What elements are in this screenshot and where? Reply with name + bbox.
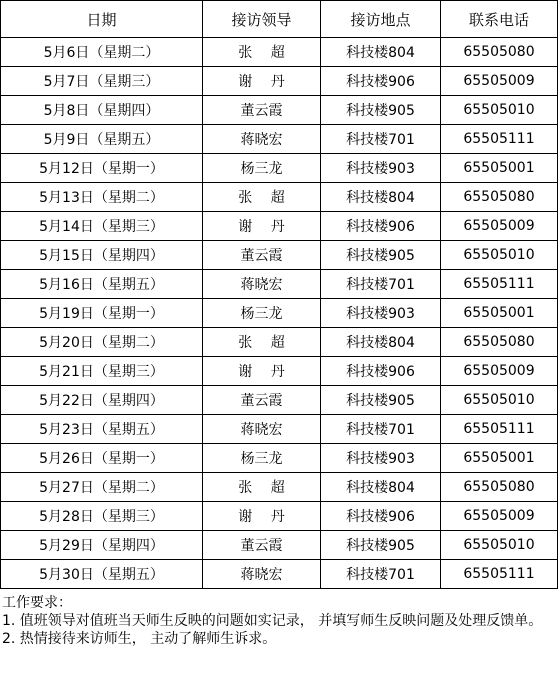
cell-location: 科技楼804 <box>321 328 441 357</box>
cell-leader: 蒋晓宏 <box>203 125 321 154</box>
table-header-row <box>1 1 558 38</box>
cell-location: 科技楼701 <box>321 125 441 154</box>
table-row <box>1 212 558 241</box>
cell-location: 科技楼906 <box>321 212 441 241</box>
cell-leader: 杨三龙 <box>203 299 321 328</box>
table-row <box>1 560 558 589</box>
table-row <box>1 38 558 67</box>
cell-phone: 65505111 <box>441 125 558 154</box>
cell-leader: 谢 丹 <box>203 67 321 96</box>
cell-leader: 董云霞 <box>203 96 321 125</box>
cell-date: 5月6日（星期二） <box>1 38 203 67</box>
cell-phone: 65505009 <box>441 212 558 241</box>
cell-location: 科技楼804 <box>321 38 441 67</box>
cell-leader: 蒋晓宏 <box>203 270 321 299</box>
cell-date: 5月9日（星期五） <box>1 125 203 154</box>
table-row <box>1 299 558 328</box>
cell-leader: 董云霞 <box>203 386 321 415</box>
table-row <box>1 241 558 270</box>
cell-leader: 张 超 <box>203 328 321 357</box>
cell-location: 科技楼906 <box>321 502 441 531</box>
cell-phone: 65505111 <box>441 415 558 444</box>
cell-phone: 65505010 <box>441 241 558 270</box>
cell-location: 科技楼905 <box>321 241 441 270</box>
cell-phone: 65505001 <box>441 299 558 328</box>
cell-date: 5月29日（星期四） <box>1 531 203 560</box>
cell-phone: 65505010 <box>441 386 558 415</box>
cell-location: 科技楼905 <box>321 386 441 415</box>
cell-location: 科技楼906 <box>321 67 441 96</box>
cell-date: 5月22日（星期四） <box>1 386 203 415</box>
cell-leader: 谢 丹 <box>203 357 321 386</box>
header-location: 接访地点 <box>321 1 441 38</box>
cell-phone: 65505009 <box>441 357 558 386</box>
header-leader: 接访领导 <box>203 1 321 38</box>
cell-leader: 张 超 <box>203 473 321 502</box>
cell-phone: 65505009 <box>441 502 558 531</box>
cell-date: 5月30日（星期五） <box>1 560 203 589</box>
table-row <box>1 531 558 560</box>
header-date: 日期 <box>1 1 203 38</box>
cell-date: 5月14日（星期三） <box>1 212 203 241</box>
cell-date: 5月21日（星期三） <box>1 357 203 386</box>
cell-date: 5月7日（星期三） <box>1 67 203 96</box>
table-row <box>1 502 558 531</box>
cell-location: 科技楼905 <box>321 531 441 560</box>
cell-date: 5月12日（星期一） <box>1 154 203 183</box>
cell-phone: 65505009 <box>441 67 558 96</box>
cell-date: 5月20日（星期二） <box>1 328 203 357</box>
table-row <box>1 328 558 357</box>
cell-date: 5月15日（星期四） <box>1 241 203 270</box>
cell-phone: 65505001 <box>441 444 558 473</box>
table-row <box>1 386 558 415</box>
cell-date: 5月27日（星期二） <box>1 473 203 502</box>
notes-item-2: 2. 热情接待来访师生， 主动了解师生诉求。 <box>2 631 277 647</box>
cell-date: 5月23日（星期五） <box>1 415 203 444</box>
cell-location: 科技楼701 <box>321 560 441 589</box>
cell-leader: 谢 丹 <box>203 212 321 241</box>
table-row <box>1 357 558 386</box>
cell-location: 科技楼804 <box>321 473 441 502</box>
cell-location: 科技楼903 <box>321 299 441 328</box>
cell-leader: 蒋晓宏 <box>203 560 321 589</box>
cell-location: 科技楼804 <box>321 183 441 212</box>
cell-phone: 65505080 <box>441 183 558 212</box>
table-row <box>1 67 558 96</box>
table-row <box>1 96 558 125</box>
cell-phone: 65505001 <box>441 154 558 183</box>
work-requirements <box>2 594 554 648</box>
cell-date: 5月28日（星期三） <box>1 502 203 531</box>
cell-phone: 65505111 <box>441 270 558 299</box>
cell-leader: 董云霞 <box>203 241 321 270</box>
cell-leader: 蒋晓宏 <box>203 415 321 444</box>
table-row <box>1 473 558 502</box>
cell-leader: 谢 丹 <box>203 502 321 531</box>
cell-location: 科技楼906 <box>321 357 441 386</box>
notes-item-1: 1. 值班领导对值班当天师生反映的问题如实记录， 并填写师生反映问题及处理反馈单。 <box>2 613 543 629</box>
cell-leader: 杨三龙 <box>203 154 321 183</box>
cell-date: 5月26日（星期一） <box>1 444 203 473</box>
table-row <box>1 270 558 299</box>
cell-date: 5月8日（星期四） <box>1 96 203 125</box>
cell-location: 科技楼903 <box>321 444 441 473</box>
cell-phone: 65505111 <box>441 560 558 589</box>
table-row <box>1 444 558 473</box>
cell-phone: 65505010 <box>441 531 558 560</box>
cell-date: 5月13日（星期二） <box>1 183 203 212</box>
header-phone: 联系电话 <box>441 1 558 38</box>
cell-location: 科技楼701 <box>321 270 441 299</box>
cell-leader: 张 超 <box>203 183 321 212</box>
cell-date: 5月16日（星期五） <box>1 270 203 299</box>
cell-leader: 杨三龙 <box>203 444 321 473</box>
table-row <box>1 183 558 212</box>
cell-phone: 65505010 <box>441 96 558 125</box>
cell-phone: 65505080 <box>441 473 558 502</box>
table-row <box>1 125 558 154</box>
notes-title: 工作要求： <box>2 595 72 611</box>
table-row <box>1 415 558 444</box>
cell-leader: 董云霞 <box>203 531 321 560</box>
cell-phone: 65505080 <box>441 328 558 357</box>
cell-location: 科技楼903 <box>321 154 441 183</box>
cell-phone: 65505080 <box>441 38 558 67</box>
cell-location: 科技楼701 <box>321 415 441 444</box>
cell-date: 5月19日（星期一） <box>1 299 203 328</box>
table-row <box>1 154 558 183</box>
cell-leader: 张 超 <box>203 38 321 67</box>
cell-location: 科技楼905 <box>321 96 441 125</box>
